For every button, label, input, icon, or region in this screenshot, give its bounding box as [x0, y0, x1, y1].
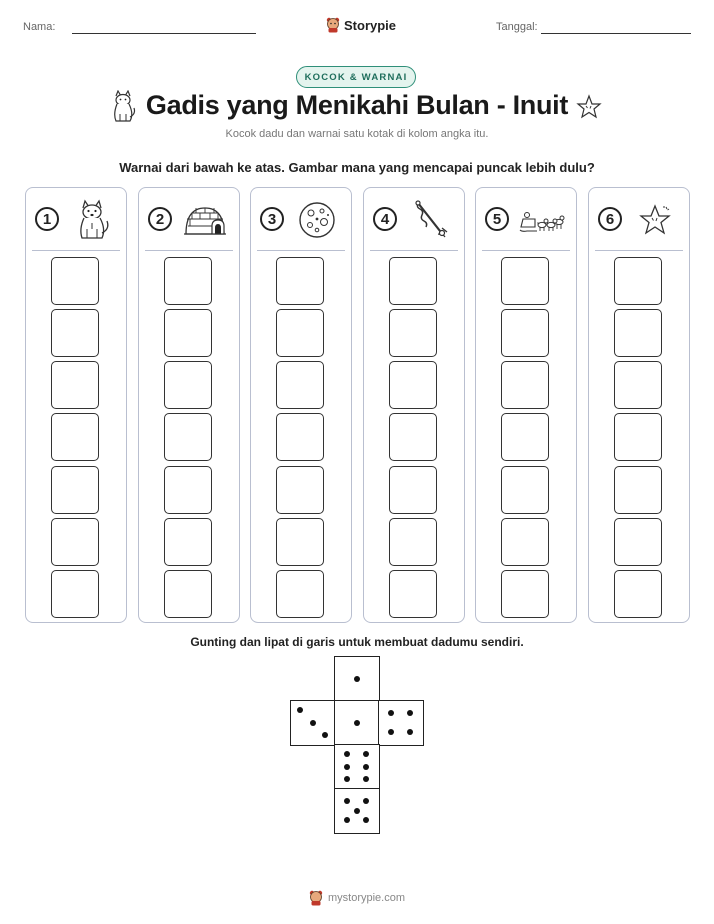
- color-box[interactable]: [164, 570, 212, 618]
- column-header: [251, 188, 351, 250]
- color-box[interactable]: [276, 413, 324, 461]
- race-column-1: [25, 187, 127, 623]
- color-box[interactable]: [614, 361, 662, 409]
- race-column-2: [138, 187, 240, 623]
- dice-pip: [297, 707, 303, 713]
- husky-dog-icon: [68, 198, 116, 242]
- dice-pip: [344, 751, 350, 757]
- dice-pip: [344, 817, 350, 823]
- color-box[interactable]: [389, 413, 437, 461]
- column-divider: [145, 250, 233, 251]
- harpoon-rope-icon: [406, 198, 454, 242]
- dice-pip: [322, 732, 328, 738]
- column-divider: [482, 250, 570, 251]
- dice-pip: [388, 710, 394, 716]
- brand-name: Storypie: [344, 17, 397, 33]
- dice-face-4: [378, 700, 424, 746]
- column-number: 5: [485, 207, 509, 231]
- color-box[interactable]: [614, 257, 662, 305]
- bear-logo-icon: [326, 17, 340, 33]
- color-box[interactable]: [164, 466, 212, 514]
- column-divider: [595, 250, 683, 251]
- color-box[interactable]: [51, 361, 99, 409]
- color-box[interactable]: [389, 466, 437, 514]
- color-box[interactable]: [501, 518, 549, 566]
- dice-pip: [363, 817, 369, 823]
- color-box[interactable]: [614, 413, 662, 461]
- color-box[interactable]: [164, 413, 212, 461]
- column-number: 3: [260, 207, 284, 231]
- star-icon: [631, 198, 679, 242]
- column-divider: [32, 250, 120, 251]
- color-box[interactable]: [276, 361, 324, 409]
- color-box[interactable]: [501, 466, 549, 514]
- name-label: Nama:: [23, 21, 56, 33]
- dice-pip: [363, 764, 369, 770]
- dice-pip: [388, 729, 394, 735]
- color-box[interactable]: [389, 570, 437, 618]
- column-divider: [257, 250, 345, 251]
- column-number: 1: [35, 207, 59, 231]
- dice-pip: [354, 808, 360, 814]
- color-box[interactable]: [276, 466, 324, 514]
- worksheet-subtitle: Kocok dadu dan warnai satu kotak di kolom angka itu.: [225, 128, 489, 140]
- dice-pip: [310, 720, 316, 726]
- dice-pip: [407, 710, 413, 716]
- color-box[interactable]: [276, 570, 324, 618]
- color-box[interactable]: [276, 309, 324, 357]
- color-box[interactable]: [614, 309, 662, 357]
- column-number: 2: [148, 207, 172, 231]
- dice-pip: [363, 751, 369, 757]
- color-box[interactable]: [614, 518, 662, 566]
- color-box[interactable]: [389, 361, 437, 409]
- dice-pip: [354, 676, 360, 682]
- dice-pip: [344, 764, 350, 770]
- color-box[interactable]: [501, 413, 549, 461]
- cut-instruction: Gunting dan lipat di garis untuk membuat dadumu sendiri.: [190, 635, 524, 649]
- color-box[interactable]: [51, 518, 99, 566]
- dice-face-5: [334, 788, 380, 834]
- date-line[interactable]: [541, 33, 691, 34]
- color-box[interactable]: [389, 518, 437, 566]
- dice-face-1: [334, 700, 380, 746]
- color-box[interactable]: [164, 518, 212, 566]
- color-box[interactable]: [389, 257, 437, 305]
- column-header: [589, 188, 689, 250]
- date-label: Tanggal:: [496, 21, 538, 33]
- dice-face-3: [290, 700, 336, 746]
- bear-footer-icon: [309, 890, 323, 906]
- color-box[interactable]: [501, 361, 549, 409]
- race-column-3: [250, 187, 352, 623]
- activity-badge: KOCOK & WARNAI: [296, 66, 416, 88]
- column-header: [364, 188, 464, 250]
- color-box[interactable]: [276, 257, 324, 305]
- color-box[interactable]: [51, 413, 99, 461]
- dog-sled-icon: [518, 198, 566, 242]
- color-box[interactable]: [501, 257, 549, 305]
- color-box[interactable]: [389, 309, 437, 357]
- worksheet-title: Gadis yang Menikahi Bulan - Inuit: [145, 90, 569, 120]
- column-header: [26, 188, 126, 250]
- color-box[interactable]: [164, 361, 212, 409]
- color-box[interactable]: [164, 257, 212, 305]
- dice-pip: [407, 729, 413, 735]
- color-box[interactable]: [164, 309, 212, 357]
- dice-face-6: [334, 744, 380, 790]
- full-moon-icon: [293, 198, 341, 242]
- header-bar: [0, 14, 714, 44]
- footer: [0, 888, 714, 908]
- color-box[interactable]: [614, 570, 662, 618]
- color-box[interactable]: [501, 570, 549, 618]
- color-box[interactable]: [51, 466, 99, 514]
- color-box[interactable]: [501, 309, 549, 357]
- race-column-6: [588, 187, 690, 623]
- coloring-instruction: Warnai dari bawah ke atas. Gambar mana yang mencapai puncak lebih dulu?: [119, 160, 595, 175]
- column-header: [139, 188, 239, 250]
- dice-pip: [363, 798, 369, 804]
- dice-pip: [363, 776, 369, 782]
- color-box[interactable]: [614, 466, 662, 514]
- dice-pip: [344, 798, 350, 804]
- name-line[interactable]: [72, 33, 256, 34]
- column-header: [476, 188, 576, 250]
- dice-pip: [354, 720, 360, 726]
- column-divider: [370, 250, 458, 251]
- race-column-5: [475, 187, 577, 623]
- brand-logo: [326, 14, 396, 36]
- color-box[interactable]: [51, 309, 99, 357]
- column-number: 6: [598, 207, 622, 231]
- race-column-4: [363, 187, 465, 623]
- color-box[interactable]: [51, 257, 99, 305]
- column-number: 4: [373, 207, 397, 231]
- dice-pip: [344, 776, 350, 782]
- color-box[interactable]: [276, 518, 324, 566]
- igloo-icon: [181, 198, 229, 242]
- star-title-icon: [576, 94, 602, 120]
- footer-url[interactable]: mystorypie.com: [327, 892, 406, 904]
- dice-face-1: [334, 656, 380, 702]
- color-box[interactable]: [51, 570, 99, 618]
